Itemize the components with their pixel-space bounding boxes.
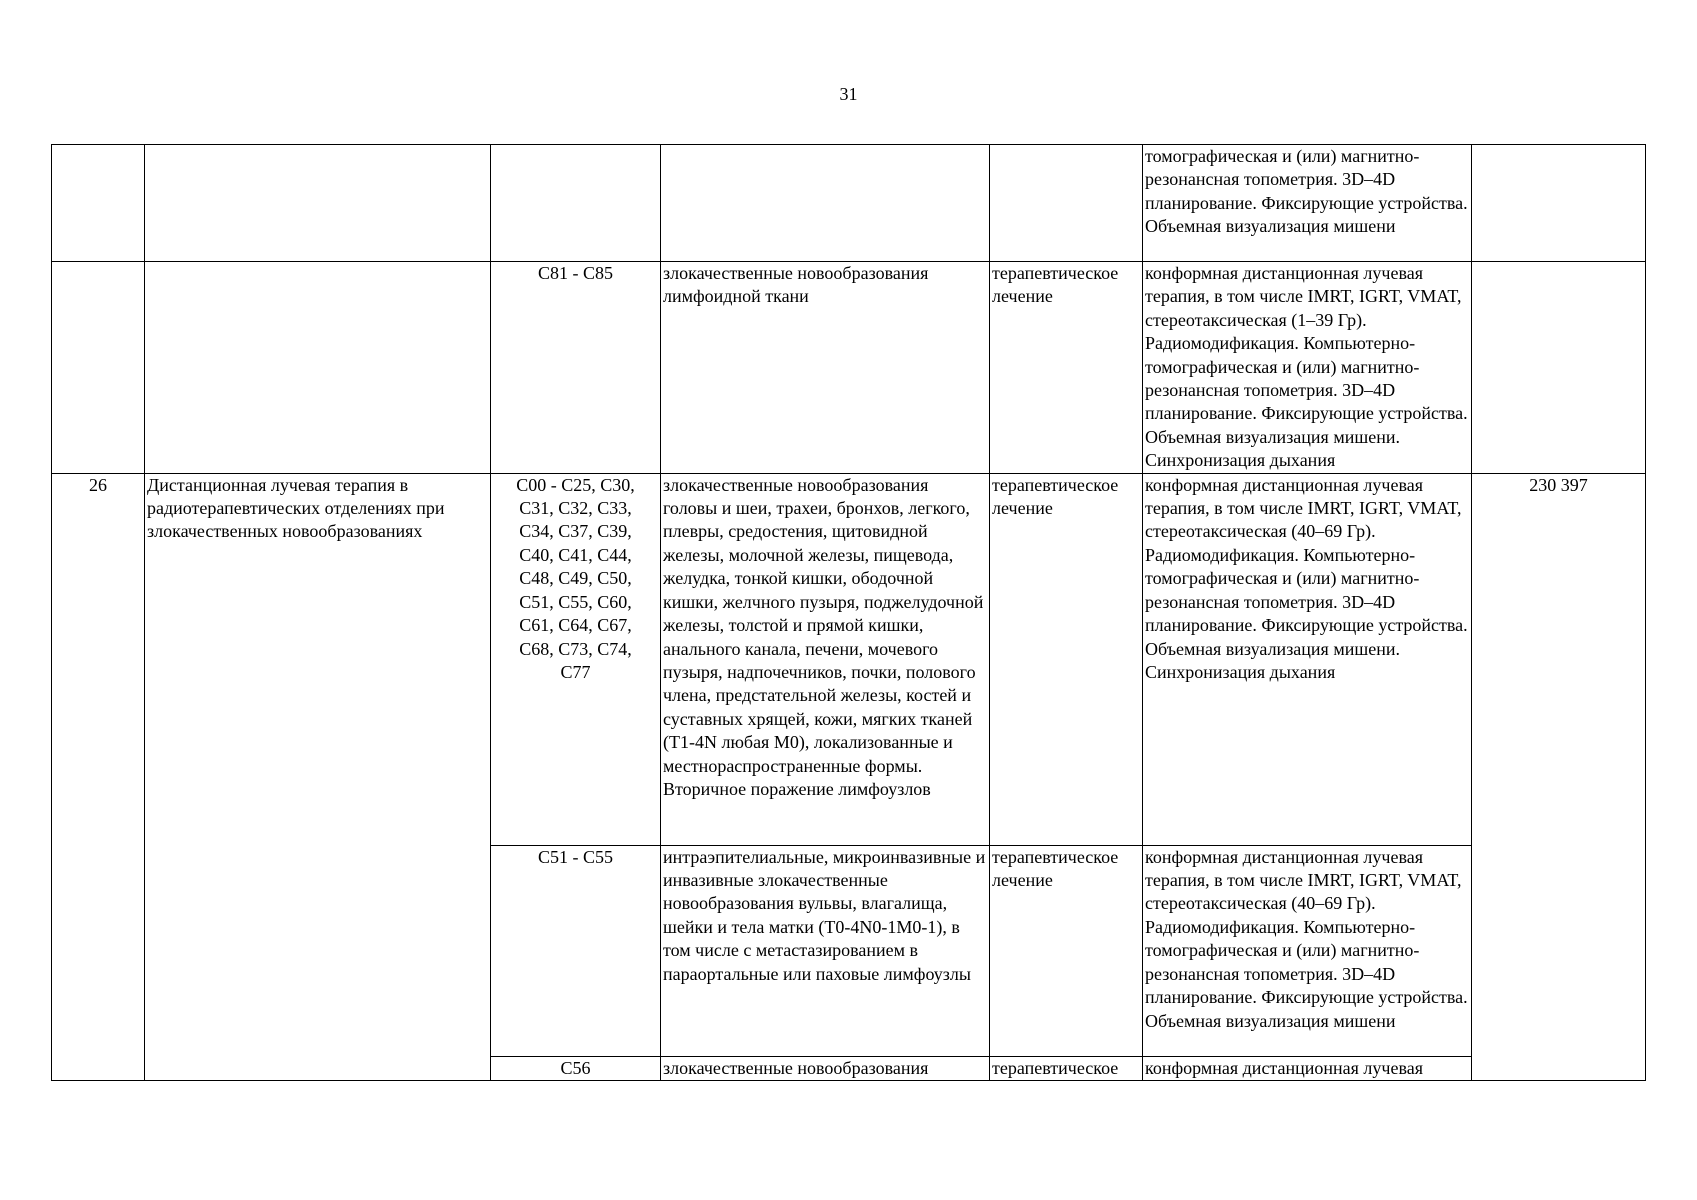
cell-treatment — [990, 145, 1143, 262]
cell-method: конформная дистанционная лучевая терапия, в том числе IMRT, IGRT, VMAT, стереотаксическая (40–69 Гр). Радиомодификация. Компьютерно-томографическая и (или) магнитно-резонансная топометрия. 3D–4D планирование. Фиксирующие устройства. Объемная визуализация мишени. Синхронизация дыхания — [1143, 473, 1472, 845]
cell-codes — [491, 145, 661, 262]
cell-name: Дистанционная лучевая терапия в радиотерапевтических отделениях при злокачественных новообразованиях — [145, 473, 491, 1080]
cell-cost — [1472, 145, 1646, 262]
cell-treatment: терапевтическое лечение — [990, 845, 1143, 1056]
cell-method: конформная дистанционная лучевая терапия, в том числе IMRT, IGRT, VMAT, стереотаксическая (40–69 Гр). Радиомодификация. Компьютерно-томографическая и (или) магнитно-резонансная топометрия. 3D–4D планирование. Фиксирующие устройства. Объемная визуализация мишени — [1143, 845, 1472, 1056]
cell-name — [145, 145, 491, 262]
cell-codes: C81 - C85 — [491, 262, 661, 474]
cell-method: конформная дистанционная лучевая — [1143, 1056, 1472, 1080]
cell-codes: C56 — [491, 1056, 661, 1080]
cell-codes: C00 - C25, C30, C31, C32, C33, C34, C37, C39, C40, C41, C44, C48, C49, C50, C51, C55, C60, C61, C64, C67, C68, C73, C74, C77 — [491, 473, 661, 845]
cell-method: конформная дистанционная лучевая терапия, в том числе IMRT, IGRT, VMAT, стереотаксическая (1–39 Гр). Радиомодификация. Компьютерно-томографическая и (или) магнитно-резонансная топометрия. 3D–4D планирование. Фиксирующие устройства. Объемная визуализация мишени. Синхронизация дыхания — [1143, 262, 1472, 474]
cell-cost: 230 397 — [1472, 473, 1646, 1080]
cell-name — [145, 262, 491, 474]
cell-diagnosis: интраэпителиальные, микроинвазивные и инвазивные злокачественные новообразования вульвы, влагалища, шейки и тела матки (T0-4N0-1M0-1), в том числе с метастазированием в параортальные или паховые лимфоузлы — [661, 845, 990, 1056]
cell-num — [52, 262, 145, 474]
table-row-26 — [52, 473, 1646, 845]
cell-diagnosis: злокачественные новообразования головы и шеи, трахеи, бронхов, легкого, плевры, средостения, щитовидной железы, молочной железы, пищевода, желудка, тонкой кишки, ободочной кишки, желчного пузыря, поджелудочной железы, толстой и прямой кишки, анального канала, печени, мочевого пузыря, надпочечников, почки, полового члена, предстательной железы, костей и суставных хрящей, кожи, мягких тканей (T1-4N любая M0), локализованные и местнораспространенные формы. Вторичное поражение лимфоузлов — [661, 473, 990, 845]
treatment-table — [51, 144, 1646, 1081]
cell-treatment: терапевтическое лечение — [990, 262, 1143, 474]
cell-num — [52, 145, 145, 262]
cell-diagnosis: злокачественные новообразования лимфоидной ткани — [661, 262, 990, 474]
cell-treatment: терапевтическое лечение — [990, 473, 1143, 845]
cell-num: 26 — [52, 473, 145, 1080]
cell-treatment: терапевтическое — [990, 1056, 1143, 1080]
cell-cost — [1472, 262, 1646, 474]
page-number: 31 — [839, 84, 858, 104]
cell-method: томографическая и (или) магнитно-резонансная топометрия. 3D–4D планирование. Фиксирующие устройства. Объемная визуализация мишени — [1143, 145, 1472, 262]
cell-diagnosis: злокачественные новообразования — [661, 1056, 990, 1080]
cell-diagnosis — [661, 145, 990, 262]
cell-codes: C51 - C55 — [491, 845, 661, 1056]
table-row-c81-c85 — [52, 262, 1646, 474]
table-row-continuation — [52, 145, 1646, 262]
